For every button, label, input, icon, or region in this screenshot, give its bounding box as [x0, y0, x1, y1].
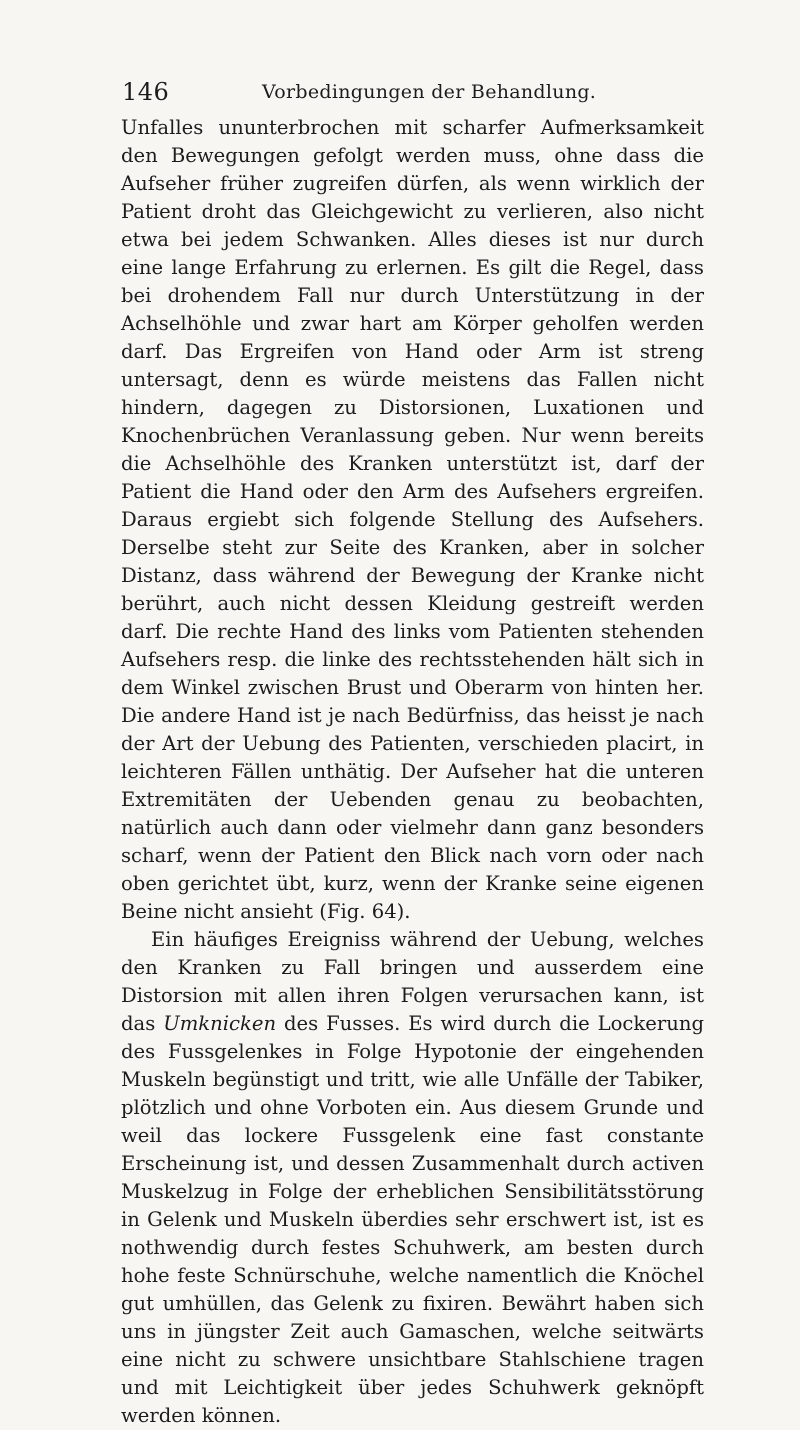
paragraph-ankle-twisting-part1: Ein häufiges Ereigniss während der Uebung, welches den Kranken zu Fall bringen und ausserdem eine Distorsion mit allen ihren Folgen verursachen kann, ist das	[121, 928, 704, 1035]
paragraph-ankle-twisting	[121, 926, 704, 1430]
paragraph-ankle-twisting-part2: des Fusses. Es wird durch die Lockerung des Fussgelenkes in Folge Hypotonie der eingehenden Muskeln begünstigt und tritt, wie alle Unfälle der Tabiker, plötzlich und ohne Vorboten ein. Aus diesem Grunde und weil das lockere Fussgelenk eine fast constante Erscheinung ist, und dessen Zusammenhalt durch activen Muskelzug in Folge der erheblichen Sensibilitätsstörung in Gelenk und Muskeln überdies sehr erschwert ist, ist es nothwendig durch festes Schuhwerk, am besten durch hohe feste Schnürschuhe, welche namentlich die Knöchel gut umhüllen, das Gelenk zu fixiren. Bewährt haben sich uns in jüngster Zeit auch Gamaschen, welche seitwärts eine nicht zu schwere unsichtbare Stahlschiene tragen und mit Leichtigkeit über jedes Schuhwerk geknöpft werden können.	[121, 1012, 704, 1427]
running-head	[122, 76, 702, 108]
emphasis-umknicken: Umknicken	[163, 1012, 277, 1035]
page-number: 146	[122, 78, 170, 106]
paragraph-axilla-support: Unfalles ununterbrochen mit scharfer Aufmerksamkeit den Bewegungen gefolgt werden muss, ohne dass die Aufseher früher zugreifen dürfen, als wenn wirklich der Patient droht das Gleichgewicht zu verlieren, also nicht etwa bei jedem Schwanken. Alles dieses ist nur durch eine lange Erfahrung zu erlernen. Es gilt die Regel, dass bei drohendem Fall nur durch Unterstützung in der Achselhöhle und zwar hart am Körper geholfen werden darf. Das Ergreifen von Hand oder Arm ist streng untersagt, denn es würde meistens das Fallen nicht hindern, dagegen zu Distorsionen, Luxationen und Knochenbrüchen Veranlassung geben. Nur wenn bereits die Achselhöhle des Kranken unterstützt ist, darf der Patient die Hand oder den Arm des Aufsehers ergreifen. Daraus ergiebt sich folgende Stellung des Aufsehers. Derselbe steht zur Seite des Kranken, aber in solcher Distanz, dass während der Bewegung der Kranke nicht berührt, auch nicht dessen Kleidung gestreift werden darf. Die rechte Hand des links vom Patienten stehenden Aufsehers resp. die linke des rechtsstehenden hält sich in dem Winkel zwischen Brust und Oberarm von hinten her. Die andere Hand ist je nach Bedürfniss, das heisst je nach der Art der Uebung des Patienten, verschieden placirt, in leichteren Fällen unthätig. Der Aufseher hat die unteren Extremitäten der Uebenden genau zu beobachten, natürlich auch dann oder vielmehr dann ganz besonders scharf, wenn der Patient den Blick nach vorn oder nach oben gerichtet übt, kurz, wenn der Kranke seine eigenen Beine nicht ansieht (Fig. 64).	[121, 116, 704, 923]
body-text	[121, 114, 704, 1430]
running-title: Vorbedingungen der Behandlung.	[262, 81, 597, 103]
